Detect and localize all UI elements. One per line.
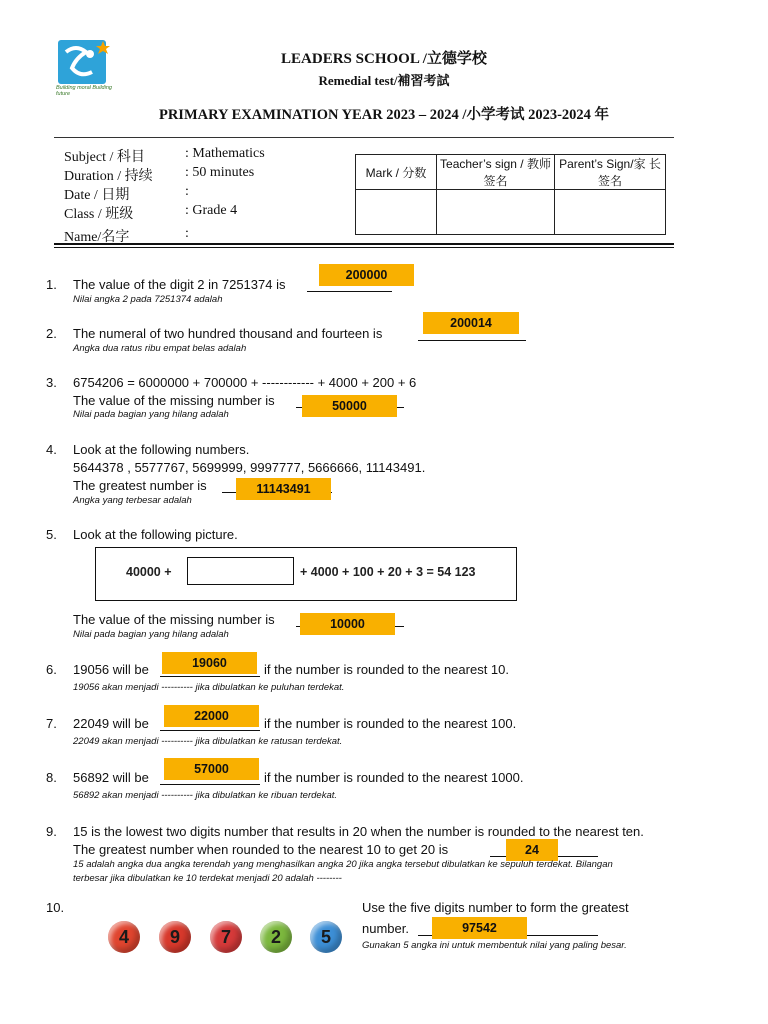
q1-malay: Nilai angka 2 pada 7251374 adalah	[73, 294, 223, 305]
q4-numbers: 5644378 , 5577767, 5699999, 9997777, 5666666, 11143491.	[73, 460, 426, 475]
q3-answer[interactable]: 50000	[302, 395, 397, 417]
q10-number: 10.	[46, 900, 65, 915]
q1-blank	[307, 291, 392, 292]
q5-malay: Nilai pada bagian yang hilang adalah	[73, 629, 229, 640]
class-label: Class / 班级	[64, 207, 134, 222]
digit-ball-4: 4	[108, 921, 140, 953]
digit-ball-7: 7	[210, 921, 242, 953]
q7-post: if the number is rounded to the nearest 100.	[264, 716, 517, 731]
q10-text-2: number.	[362, 921, 409, 936]
q7-blank	[160, 730, 260, 731]
q9-malay-2: terbesar jika dibulatkan ke 10 terdekat menjadi 20 adalah --------	[73, 873, 342, 884]
class-value: : Grade 4	[185, 203, 238, 218]
q6-malay: 19056 akan menjadi ---------- jika dibulatkan ke puluhan terdekat.	[73, 682, 345, 693]
date-label: Date / 日期	[64, 188, 130, 203]
q1-text: The value of the digit 2 in 7251374 is	[73, 277, 286, 292]
q2-text: The numeral of two hundred thousand and fourteen is	[73, 326, 383, 341]
q6-blank	[160, 676, 260, 677]
q10-text: Use the five digits number to form the greatest	[362, 900, 629, 915]
digit-ball-5: 5	[310, 921, 342, 953]
q2-number: 2.	[46, 326, 57, 341]
q8-post: if the number is rounded to the nearest 1000.	[264, 770, 524, 785]
q4-number: 4.	[46, 442, 57, 457]
q7-answer[interactable]: 22000	[164, 705, 259, 727]
digit-ball-2: 2	[260, 921, 292, 953]
q3-number: 3.	[46, 375, 57, 390]
q7-malay: 22049 akan menjadi ---------- jika dibulatkan ke ratusan terdekat.	[73, 736, 343, 747]
q1-number: 1.	[46, 277, 57, 292]
duration-value: : 50 minutes	[185, 165, 255, 180]
q9-malay: 15 adalah angka dua angka terendah yang menghasilkan angka 20 jika angka tersebut dibulatkan ke sepuluh terdekat. Bilangan	[73, 859, 613, 870]
q8-answer[interactable]: 57000	[164, 758, 259, 780]
q2-malay: Angka dua ratus ribu empat belas adalah	[73, 343, 247, 354]
parent-sign-cell[interactable]	[555, 190, 666, 235]
marks-table	[355, 154, 666, 235]
q8-pre: 56892 will be	[73, 770, 149, 785]
q10-digit-balls	[108, 921, 348, 955]
q7-number: 7.	[46, 716, 57, 731]
q5-pic-right: + 4000 + 100 + 20 + 3 = 54 123	[300, 565, 476, 579]
test-type: Remedial test/補習考試	[318, 73, 450, 88]
q7-pre: 22049 will be	[73, 716, 149, 731]
q4-malay: Angka yang terbesar adalah	[73, 495, 192, 506]
duration-label: Duration / 持续	[64, 169, 153, 184]
q10-malay: Gunakan 5 angka ini untuk membentuk nilai yang paling besar.	[362, 940, 627, 951]
school-name: LEADERS SCHOOL /立德学校	[281, 51, 487, 67]
subject-value: : Mathematics	[185, 146, 265, 161]
q6-number: 6.	[46, 662, 57, 677]
info-divider-thin	[54, 247, 674, 248]
q4-question: The greatest number is	[73, 478, 207, 493]
q6-post: if the number is rounded to the nearest 10.	[264, 662, 509, 677]
digit-ball-9: 9	[159, 921, 191, 953]
q5-text: Look at the following picture.	[73, 527, 238, 542]
q4-answer[interactable]: 11143491	[236, 478, 331, 500]
teacher-sign-cell[interactable]	[437, 190, 555, 235]
q8-malay: 56892 akan menjadi ---------- jika dibulatkan ke ribuan terdekat.	[73, 790, 338, 801]
q5-pic-left: 40000 +	[126, 565, 172, 579]
name-label: Name/名字	[64, 230, 130, 245]
q5-pic-missing-box	[187, 557, 294, 585]
q9-number: 9.	[46, 824, 57, 839]
header-divider	[54, 137, 674, 138]
q8-blank	[160, 784, 260, 785]
q3-equation: 6754206 = 6000000 + 700000 + ------------ + 4000 + 200 + 6	[73, 375, 417, 390]
logo-tagline: Building moral Building future	[56, 85, 112, 97]
q9-question: The greatest number when rounded to the nearest 10 to get 20 is	[73, 842, 449, 857]
q4-text: Look at the following numbers.	[73, 442, 250, 457]
parent-sign-header: Parent’s Sign/家 长签名	[555, 155, 666, 190]
mark-header: Mark / 分数	[356, 155, 437, 190]
q2-answer[interactable]: 200014	[423, 312, 519, 334]
q8-number: 8.	[46, 770, 57, 785]
q6-pre: 19056 will be	[73, 662, 149, 677]
q1-answer[interactable]: 200000	[319, 264, 414, 286]
q3-text: The value of the missing number is	[73, 393, 275, 408]
q2-blank	[418, 340, 526, 341]
subject-label: Subject / 科目	[64, 150, 145, 165]
q5-question: The value of the missing number is	[73, 612, 275, 627]
q9-answer[interactable]: 24	[506, 839, 558, 861]
name-value: :	[185, 226, 189, 241]
q9-text: 15 is the lowest two digits number that results in 20 when the number is rounded to the nearest ten.	[73, 824, 644, 839]
q10-answer[interactable]: 97542	[432, 917, 527, 939]
exam-title: PRIMARY EXAMINATION YEAR 2023 – 2024 /小学考试 2023-2024 年	[158, 107, 610, 123]
date-value: :	[185, 184, 189, 199]
mark-cell[interactable]	[356, 190, 437, 235]
q3-malay: Nilai pada bagian yang hilang adalah	[73, 409, 229, 420]
q5-answer[interactable]: 10000	[300, 613, 395, 635]
q5-number: 5.	[46, 527, 57, 542]
info-divider	[54, 243, 674, 245]
teacher-sign-header: Teacher’s sign / 教师签名	[437, 155, 555, 190]
q6-answer[interactable]: 19060	[162, 652, 257, 674]
